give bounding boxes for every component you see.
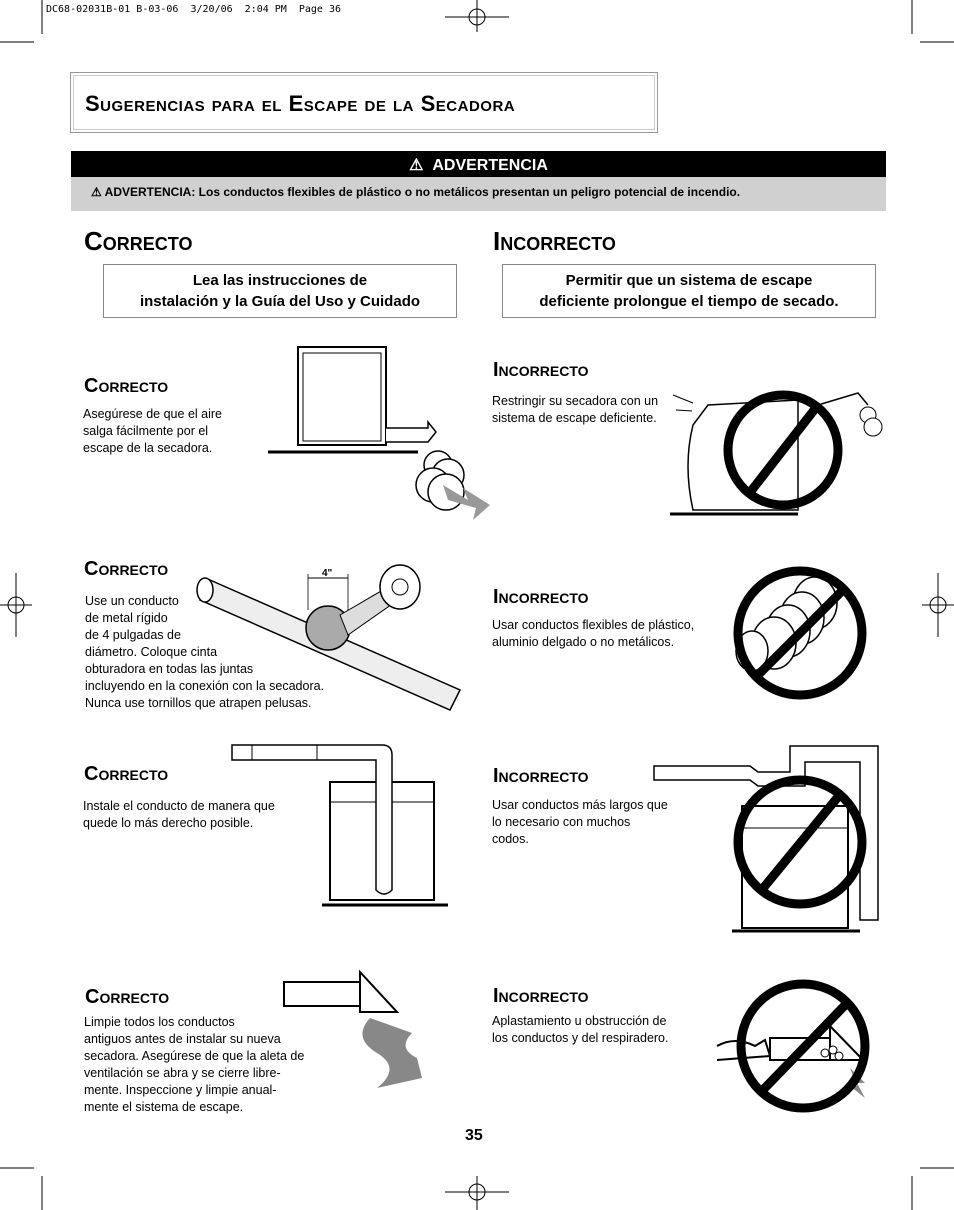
restricted-exhaust-illustration (668, 385, 888, 520)
page-number: 35 (465, 1127, 483, 1144)
incorrect-4-heading: Incorrecto (493, 985, 589, 1007)
correct-3-heading: Correcto (84, 763, 169, 785)
warning-box (71, 177, 886, 211)
correct-2-text: Use un conducto de metal rígido de 4 pulgadas de diámetro. Coloque cinta obturadora en todas las juntas incluyendo en la conexión con la secadora. Nunca use tornillos que atrapen pelusas. (85, 594, 325, 710)
correct-intro-box: Lea las instrucciones de instalación y la Guía del Uso y Cuidado (103, 264, 457, 318)
incorrect-3-heading: Incorrecto (493, 765, 589, 787)
incorrect-column-heading: Incorrecto (493, 226, 616, 256)
incorrect-1-heading: Incorrecto (493, 359, 589, 381)
print-slug: DC68-02031B-01 B-03-06 3/20/06 2:04 PM Page 36 (46, 4, 342, 15)
warning-triangle-icon: ⚠ (91, 185, 102, 199)
rigid-duct-illustration (190, 560, 480, 730)
page-title: Sugerencias para el Escape de la Secadora (85, 91, 516, 116)
incorrect-2-heading: Incorrecto (493, 586, 589, 608)
correct-column-heading: Correcto (84, 226, 193, 256)
dryer-free-exhaust-illustration (268, 340, 498, 520)
correct-3-text: Instale el conducto de manera que quede lo más derecho posible. (83, 799, 275, 830)
correct-1-text: Asegúrese de que el aire salga fácilmente por el escape de la secadora. (83, 407, 222, 455)
correct-2-heading: Correcto (84, 558, 169, 580)
correct-4-heading: Correcto (85, 986, 170, 1008)
incorrect-intro-box: Permitir que un sistema de escape deficiente prolongue el tiempo de secado. (502, 264, 876, 318)
incorrect-3-text: Usar conductos más largos que lo necesario con muchos codos. (492, 798, 668, 846)
long-duct-illustration (650, 742, 890, 937)
correct-1-heading: Correcto (84, 375, 169, 397)
correct-4-text: Limpie todos los conductos antiguos antes de instalar su nueva secadora. Asegúrese de que la aleta de ventilación se abra y se cierre libre- mente. Inspeccione y limpie anual- mente el sistema de escape. (84, 1015, 305, 1114)
crushed-duct-illustration (715, 968, 875, 1118)
clean-vent-illustration (282, 968, 462, 1118)
straight-duct-illustration (222, 740, 462, 910)
warning-triangle-icon: ⚠ (409, 157, 424, 174)
title-box (70, 72, 658, 133)
warning-text: ADVERTENCIA: Los conductos flexibles de plástico o no metálicos presentan un peligro potencial de incendio. (104, 185, 741, 199)
incorrect-1-text: Restringir su secadora con un sistema de escape deficiente. (492, 394, 659, 425)
incorrect-2-text: Usar conductos flexibles de plástico, aluminio delgado o no metálicos. (492, 618, 695, 649)
warning-label: ADVERTENCIA (432, 157, 548, 174)
warning-bar (71, 151, 886, 177)
diameter-label: 4" (322, 568, 333, 579)
flexible-duct-illustration (730, 563, 870, 703)
incorrect-4-text: Aplastamiento u obstrucción de los conductos y del respiradero. (492, 1014, 669, 1045)
